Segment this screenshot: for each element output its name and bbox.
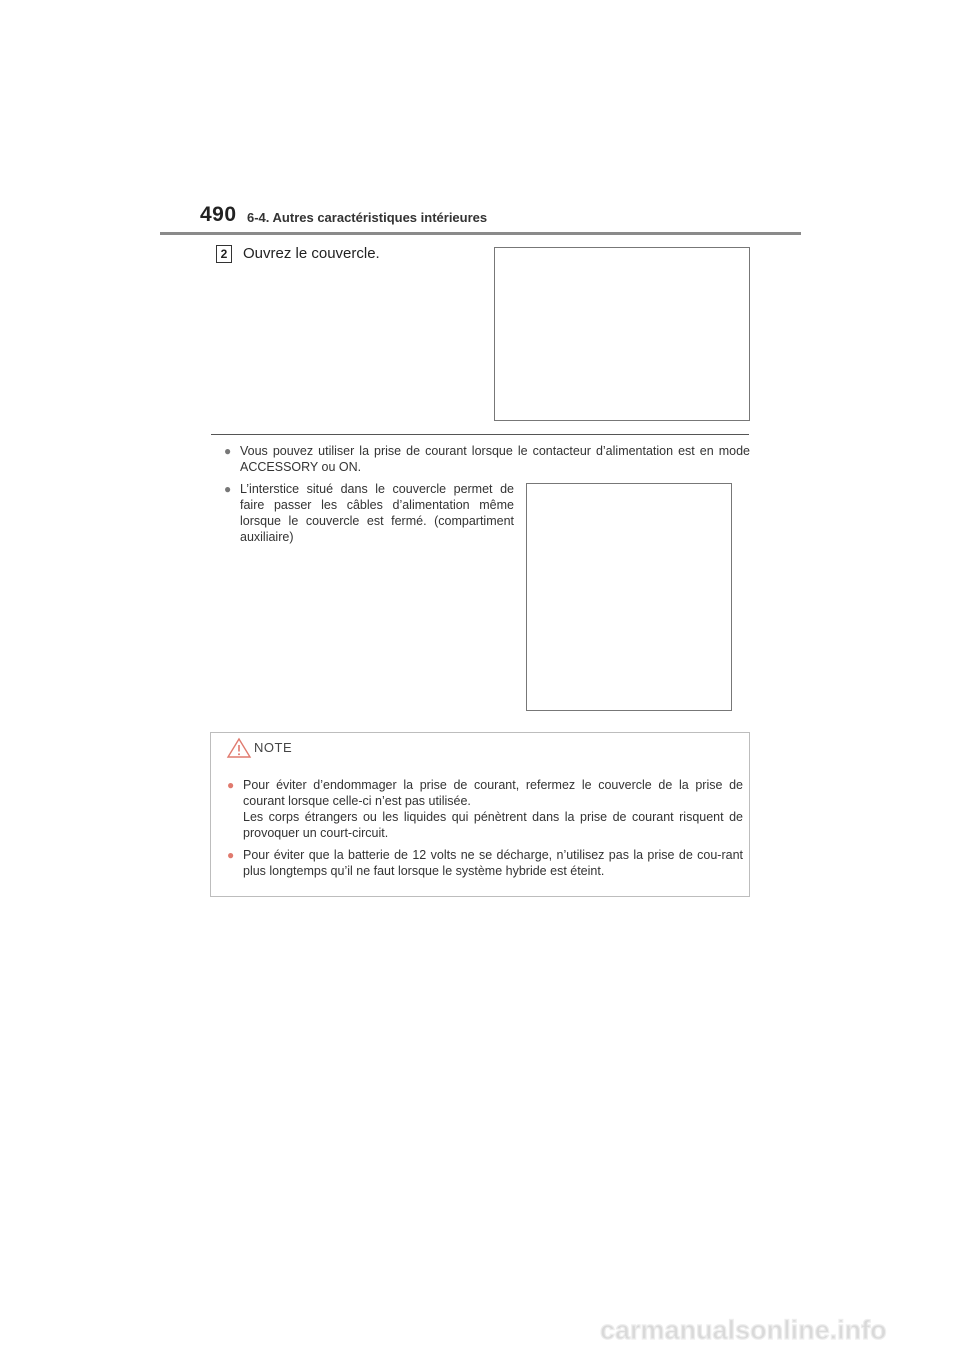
step-instruction: Ouvrez le couvercle. [243,245,380,262]
bullet-dot-icon: ● [227,778,235,792]
warning-triangle-icon [226,737,256,761]
watermark-text: carmanualsonline.info [600,1316,887,1345]
info-item [224,481,514,551]
bullet-dot-icon: ● [227,848,235,862]
section-title: 6-4. Autres caractéristiques intérieures [247,210,488,225]
note-item [227,847,743,881]
note-item-text: Pour éviter que la batterie de 12 volts ne se décharge, n’utilisez pas la prise de cou-rant plus longtemps qu’il ne faut lorsque le système hybride est éteint. [243,848,743,878]
watermark-logo [600,1316,940,1346]
illustration-open-cover [494,247,750,421]
info-divider [211,434,749,435]
info-item [224,443,750,477]
note-item-text: Les corps étrangers ou les liquides qui pénètrent dans la prise de courant risquent de provoquer un court-circuit. [243,810,743,840]
header-divider [160,232,801,235]
info-item-text: Vous pouvez utiliser la prise de courant lorsque le contacteur d’alimentation est en mode ACCESSORY ou ON. [240,444,750,474]
info-item-text: L’interstice situé dans le couvercle permet de faire passer les câbles d’alimentation même lorsque le couvercle est fermé. (compartiment auxiliaire) [240,482,514,544]
note-item-text: Pour éviter d’endommager la prise de courant, refermez le couvercle de la prise de courant lorsque celle-ci n’est pas utilisée. [243,778,743,808]
bullet-dot-icon: ● [224,482,232,496]
bullet-dot-icon: ● [224,444,232,458]
illustration-cable-gap [526,483,732,711]
step-number-badge: 2 [216,245,232,263]
note-title: NOTE [254,740,293,755]
note-item [227,777,743,843]
page-number: 490 [200,203,237,226]
